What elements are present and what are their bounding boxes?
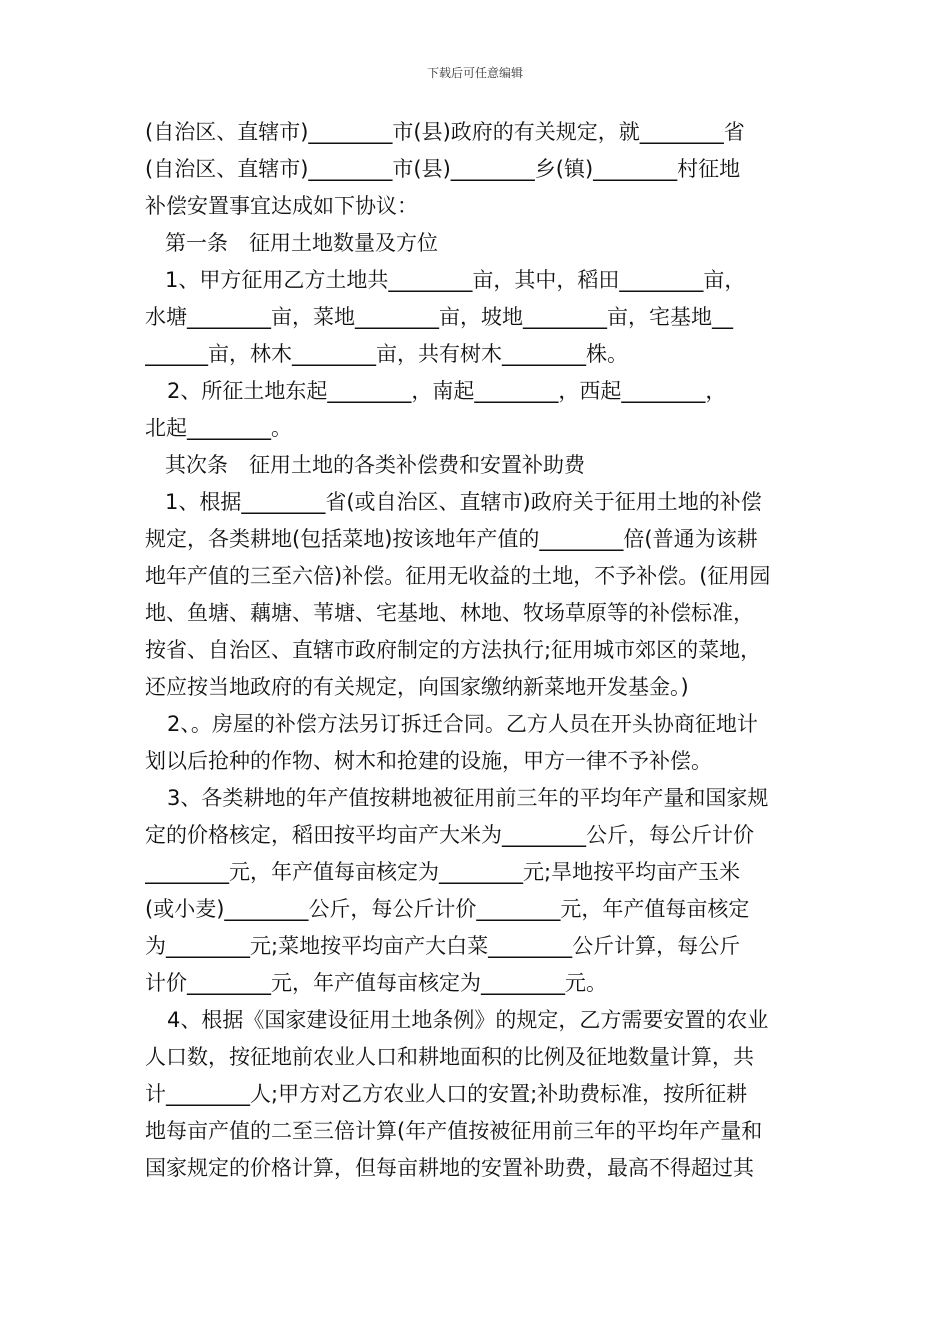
text-line: 人口数，按征地前农业人口和耕地面积的比例及征地数量计算，共 [145, 1045, 754, 1069]
text-line: (自治区、直辖市)________市(县)政府的有关规定，就________省 [145, 120, 745, 144]
text-line: 计价________元，年产值每亩核定为________元。 [145, 971, 607, 995]
text-line: 定的价格核定，稻田按平均亩产大米为________公斤，每公斤计价 [145, 823, 754, 847]
text-line: 2、所征土地东起________，南起________，西起________， [167, 379, 727, 403]
text-line: 为________元;菜地按平均亩产大白菜________公斤计算，每公斤 [145, 934, 741, 958]
text-line: 1、根据________省(或自治区、直辖市)政府关于征用土地的补偿 [165, 490, 762, 514]
text-line: (自治区、直辖市)________市(县)________乡(镇)________村征地 [145, 157, 741, 181]
text-line: ______亩，林木________亩，共有树木________株。 [145, 342, 628, 366]
text-line: ________元，年产值每亩核定为________元;旱地按平均亩产玉米 [145, 860, 741, 884]
text-line: 其次条 征用土地的各类补偿费和安置补助费 [165, 453, 585, 477]
text-line: 第一条 征用土地数量及方位 [165, 231, 438, 255]
text-line: 北起________。 [145, 416, 292, 440]
text-line: 2、。房屋的补偿方法另订拆迁合同。乙方人员在开头协商征地计 [167, 712, 758, 736]
document-body [145, 114, 810, 1187]
text-line: 3、各类耕地的年产值按耕地被征用前三年的平均年产量和国家规 [167, 786, 769, 810]
text-line: 还应按当地政府的有关规定，向国家缴纳新菜地开发基金。) [145, 675, 689, 699]
page-header: 下载后可任意编辑 [426, 66, 523, 80]
text-line: 规定，各类耕地(包括菜地)按该地年产值的________倍(普通为该耕 [145, 527, 758, 551]
text-line: 补偿安置事宜达成如下协议： [145, 194, 418, 218]
text-line: 按省、自治区、直辖市政府制定的方法执行;征用城市郊区的菜地， [145, 638, 762, 662]
text-line: 国家规定的价格计算，但每亩耕地的安置补助费，最高不得超过其 [145, 1156, 754, 1180]
text-line: 水塘________亩，菜地________亩，坡地________亩，宅基地__ [145, 305, 733, 329]
text-line: 计________人;甲方对乙方农业人口的安置;补助费标准，按所征耕 [145, 1082, 748, 1106]
text-line: 划以后抢种的作物、树木和抢建的设施，甲方一律不予补偿。 [145, 749, 712, 773]
text-line: 地每亩产值的二至三倍计算(年产值按被征用前三年的平均年产量和 [145, 1119, 763, 1143]
text-line: (或小麦)________公斤，每公斤计价________元，年产值每亩核定 [145, 897, 750, 921]
text-line: 地年产值的三至六倍)补偿。征用无收益的土地，不予补偿。(征用园 [145, 564, 771, 588]
text-line: 地、鱼塘、藕塘、苇塘、宅基地、林地、牧场草原等的补偿标准， [145, 601, 754, 625]
text-line: 1、甲方征用乙方土地共________亩，其中，稻田________亩， [165, 268, 746, 292]
text-line: 4、根据《国家建设征用土地条例》的规定，乙方需要安置的农业 [167, 1008, 769, 1032]
